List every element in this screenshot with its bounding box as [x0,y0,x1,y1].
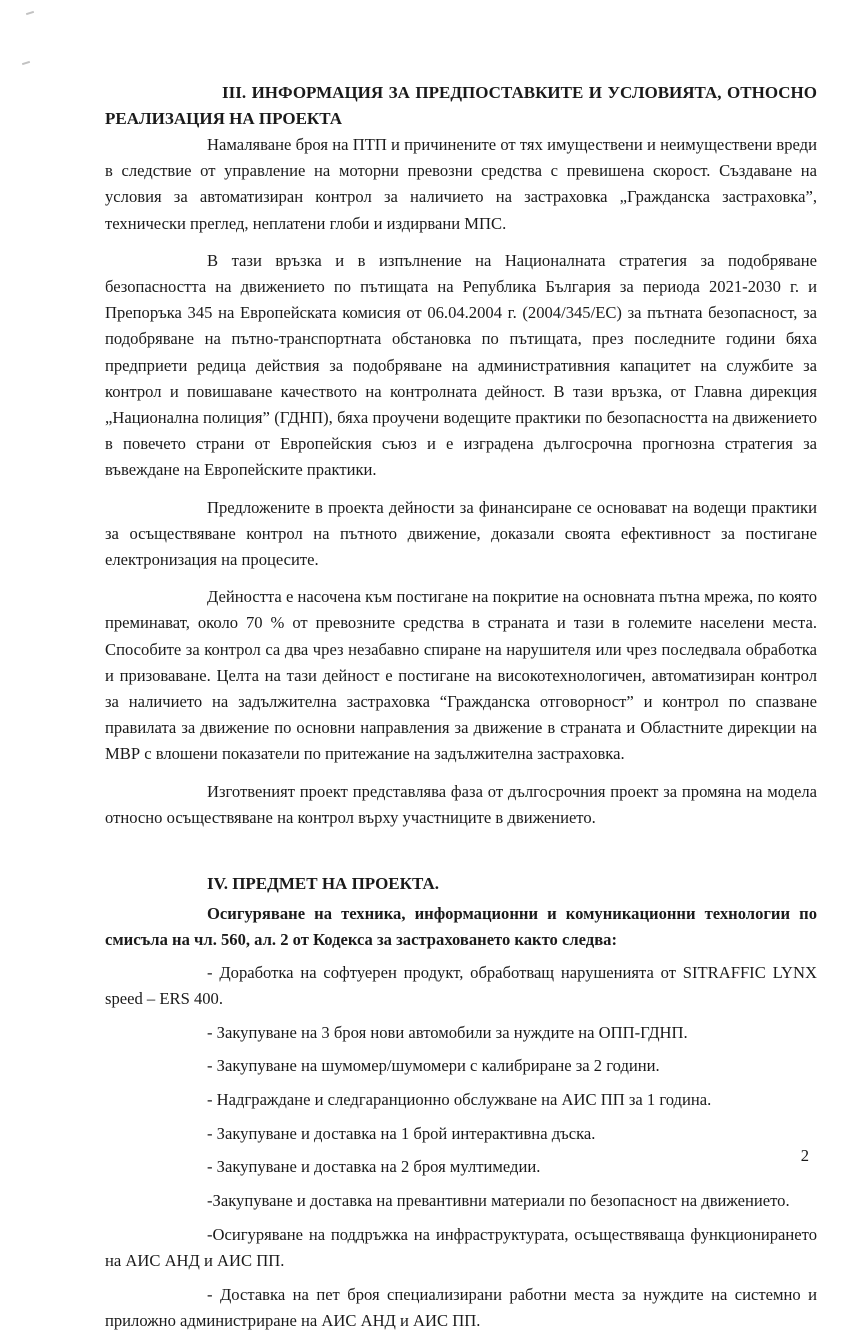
paragraph: Намаляване броя на ПТП и причинените от тях имуществени и неимуществени вреди в следствие от управление на моторни превозни средства с превишена скорост. Създаване на условия за автоматизиран контрол за наличието на застраховка „Гражданска застраховка”, технически преглед, неплатени глоби и издирвани МПС. [105,135,817,233]
page-number: 2 [800,1146,809,1165]
list-item: - Доработка на софтуерен продукт, обработващ нарушенията от SITRAFFIC LYNX speed – ERS 400. [105,962,817,1008]
list-item: - Закупуване и доставка на 1 брой интерактивна дъска. [207,1123,596,1143]
list-item: - Надграждане и следгаранционно обслужване на АИС ПП за 1 година. [207,1090,712,1109]
paragraph: Предложените в проекта дейности за финансиране се основават на водещи практики за осъществяване контрол на пътното движение, доказали своята ефективност за постигане електронизация на процесите. [105,497,817,570]
section-4-heading: IV. ПРЕДМЕТ НА ПРОЕКТА. [207,874,439,894]
list-item: - Доставка на пет броя специализирани работни места за нуждите на системно и приложно администриране на АИС АНД и АИС ПП. [105,1284,817,1330]
paragraph: Изготвеният проект представлява фаза от дългосрочния проект за промяна на модела относно осъществяване на контрол върху участниците в движението. [105,781,817,827]
list-item: -Осигуряване на поддръжка на инфраструктурата, осъществяваща функционирането на АИС АНД и АИС ПП. [105,1224,817,1271]
list-item: - Закупуване на шумомер/шумомери с калибриране за 2 години. [207,1056,660,1076]
list-item: - Закупуване на 3 броя нови автомобили за нуждите на ОПП-ГДНП. [207,1022,688,1042]
scan-speck [26,11,34,15]
section-3-heading: III. ИНФОРМАЦИЯ ЗА ПРЕДПОСТАВКИТЕ И УСЛОВИЯТА, ОТНОСНО РЕАЛИЗАЦИЯ НА ПРОЕКТА [105,83,817,128]
paragraph: Дейността е насочена към постигане на покритие на основната пътна мрежа, по която преминават, около 70 % от превозните средства в страната и тази в големите населени места. Способите за контрол са два чрез незабавно спиране на нарушителя или чрез последвала обработка и призоваване. Целта на тази дейност е постигане на високотехнологичен, автоматизиран контрол за наличието на задължителна застраховка “Гражданска отговорност” и контрол по спазване правилата за движение по основни направления за движение в страната и Областните дирекции на МВР с влошени показатели по притежание на задължителна застраховка. [105,587,817,764]
scan-speck [22,61,30,65]
section-4-subtitle: Осигуряване на техника, информационни и комуникационни технологии по смисъла на чл. 560, ал. 2 от Кодекса за застраховането както следва: [105,904,817,950]
list-item: - Закупуване и доставка на 2 броя мултимедии. [207,1157,541,1177]
list-item: -Закупуване и доставка на превантивни материали по безопасност на движението. [207,1191,790,1211]
paragraph: В тази връзка и в изпълнение на Националната стратегия за подобряване безопасността на движението по пътищата на Република България за периода 2021-2030 г. и Препоръка 345 на Европейската комисия от 06.04.2004 г. (2004/345/ЕС) за пътната безопасност, за подобряване на пътно-транспортната обстановка по пътищата, през последните години бяха предприети редица действия за подобряване на административния капацитет на службите за контрол и повишаване качеството на контролната дейност. В тази връзка, от Главна дирекция „Национална полиция” (ГДНП), бяха проучени водещите практики по безопасността на движението в повечето страни от Европейския съюз и е изградена дългосрочна прогнозна стратегия за въвеждане на Европейските практики. [105,250,817,480]
page-content [105,80,817,1342]
